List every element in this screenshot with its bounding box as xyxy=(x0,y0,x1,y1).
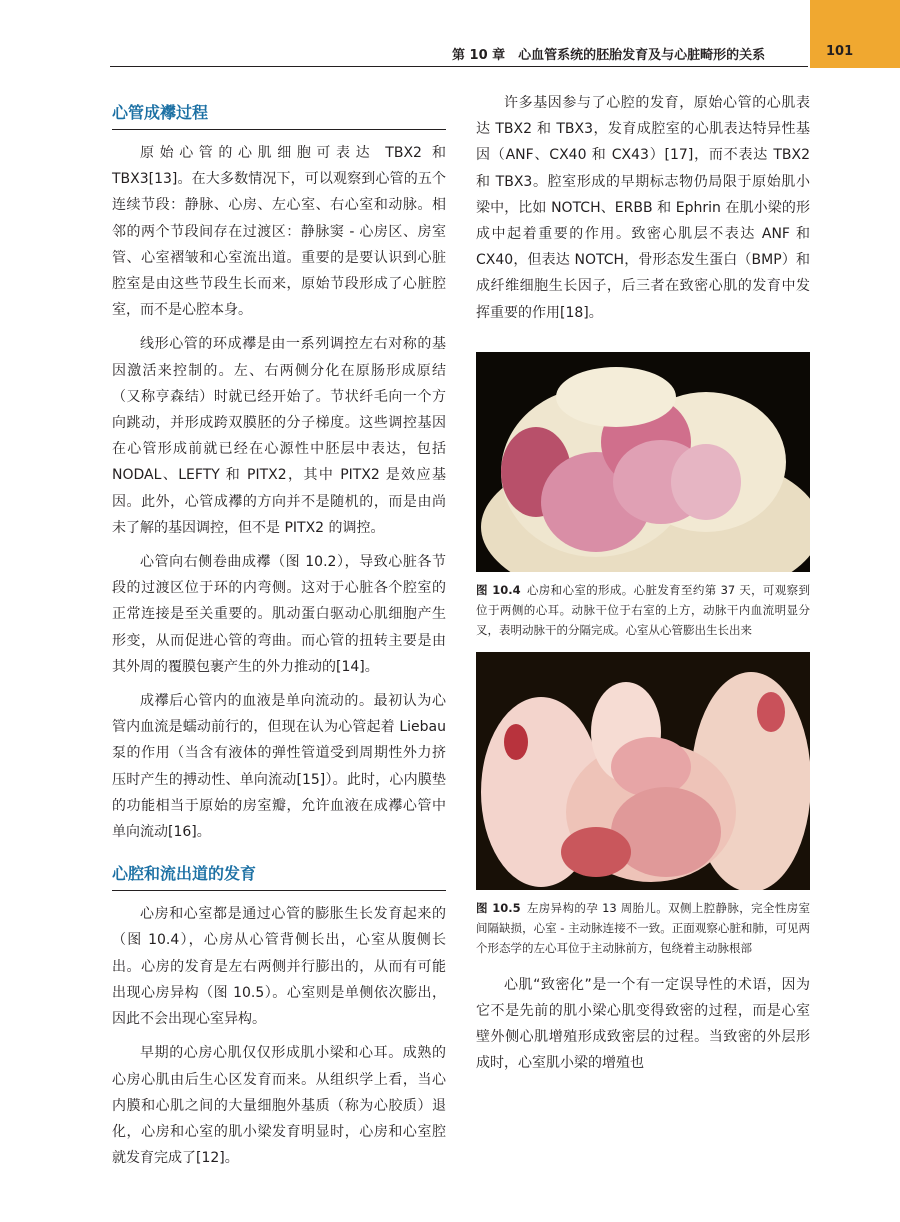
paragraph: 心房和心室都是通过心管的膨胀生长发育起来的（图 10.4），心房从心管背侧长出，心室从腹侧长出。心房的发育是左右两侧并行膨出的，从而有可能出现心房异构（图 10.5）。心室则是单侧依次膨出，因此不会出现心室异构。 xyxy=(112,906,446,1028)
paragraph: 原始心管的心肌细胞可表达 TBX2 和 TBX3[13]。在大多数情况下，可以观察到心管的五个连续节段：静脉、心房、左心室、右心室和动脉。相邻的两个节段间存在过渡区：静脉窦 - 心房区、房室管、心室褶皱和心室流出道。重要的是要认识到心脏腔室是由这些节段生长而来，原始节段形成了心脏腔室，而不是心腔本身。 xyxy=(112,145,446,319)
figure-10-5-caption xyxy=(476,898,810,958)
section-heading-looping: 心管成襻过程 xyxy=(112,100,446,130)
paragraph: 心肌“致密化”是一个有一定误导性的术语，因为它不是先前的肌小梁心肌变得致密的过程，而是心室壁外侧心肌增殖形成致密层的过程。当致密的外层形成时，心室肌小梁的增殖也 xyxy=(476,976,810,1072)
left-column xyxy=(112,100,446,1171)
figure-10-4-caption xyxy=(476,580,810,640)
header-rule xyxy=(110,66,808,67)
paragraph: 心管向右侧卷曲成襻（图 10.2），导致心脏各节段的过渡区位于环的内弯侧。这对于心脏各个腔室的正常连接是至关重要的。肌动蛋白驱动心肌细胞产生形变，从而促进心管的弯曲。而心管的扭转主要是由其外周的覆膜包裹产生的外力推动的[14]。 xyxy=(112,554,446,675)
page-number: 101 xyxy=(826,44,854,59)
paragraph: 早期的心房心肌仅仅形成肌小梁和心耳。成熟的心房心肌由后生心区发育而来。从组织学上看，当心内膜和心肌之间的大量细胞外基质（称为心胶质）退化，心房和心室的肌小梁发育明显时，心房和心室腔就发育完成了[12]。 xyxy=(112,1045,446,1167)
paragraph: 线形心管的环成襻是由一系列调控左右对称的基因激活来控制的。左、右两侧分化在原肠形成原结（又称亨森结）时就已经开始了。节状纤毛向一个方向跳动，并形成跨双膜胚的分子梯度。这些调控基因在心管形成前就已经在心源性中胚层中表达，包括 NODAL、LEFTY 和 PITX2，其中 PITX2 是效应基因。此外，心管成襻的方向并不是随机的，而是由尚未了解的基因调控，但不是 PITX2 的调控。 xyxy=(112,336,446,536)
figure-10-4-image xyxy=(476,352,810,572)
caption-text: 左房异构的孕 13 周胎儿。双侧上腔静脉，完全性房室间隔缺损，心室 - 主动脉连接不一致。正面观察心脏和肺，可见两个形态学的左心耳位于主动脉前方，包绕着主动脉根部 xyxy=(476,900,810,955)
figure-10-5-image xyxy=(476,652,810,890)
figure-label: 图 10.5 xyxy=(476,900,521,915)
paragraph: 许多基因参与了心腔的发育，原始心管的心肌表达 TBX2 和 TBX3，发育成腔室的心肌表达特异性基因（ANF、CX40 和 CX43）[17]，而不表达 TBX2 和 TBX3。腔室形成的早期标志物仍局限于原始肌小梁中，比如 NOTCH、ERBB 和 Ephrin 在肌小梁的形成中起着重要的作用。致密心肌层不表达 ANF 和 CX40，但表达 NOTCH，骨形态发生蛋白（BMP）和成纤维细胞生长因子，后三者在致密心肌的发育中发挥重要的作用[18]。 xyxy=(476,95,810,321)
chapter-header: 第 10 章 心血管系统的胚胎发育及与心脏畸形的关系 xyxy=(452,48,766,63)
page-number-tab xyxy=(810,0,900,68)
section-heading-chambers: 心腔和流出道的发育 xyxy=(112,861,446,891)
paragraph: 成襻后心管内的血液是单向流动的。最初认为心管内血流是蠕动前行的，但现在认为心管起着 Liebau 泵的作用（当含有液体的弹性管道受到周期性外力挤压时产生的搏动性、单向流动[15]）。此时，心内膜垫的功能相当于原始的房室瓣，允许血液在成襻心管中单向流动[16]。 xyxy=(112,693,446,841)
right-column xyxy=(476,90,810,1077)
caption-text: 心房和心室的形成。心脏发育至约第 37 天，可观察到位于两侧的心耳。动脉干位于右室的上方，动脉干内血流明显分叉，表明动脉干的分隔完成。心室从心管膨出生长出来 xyxy=(476,582,810,637)
figure-label: 图 10.4 xyxy=(476,582,521,597)
